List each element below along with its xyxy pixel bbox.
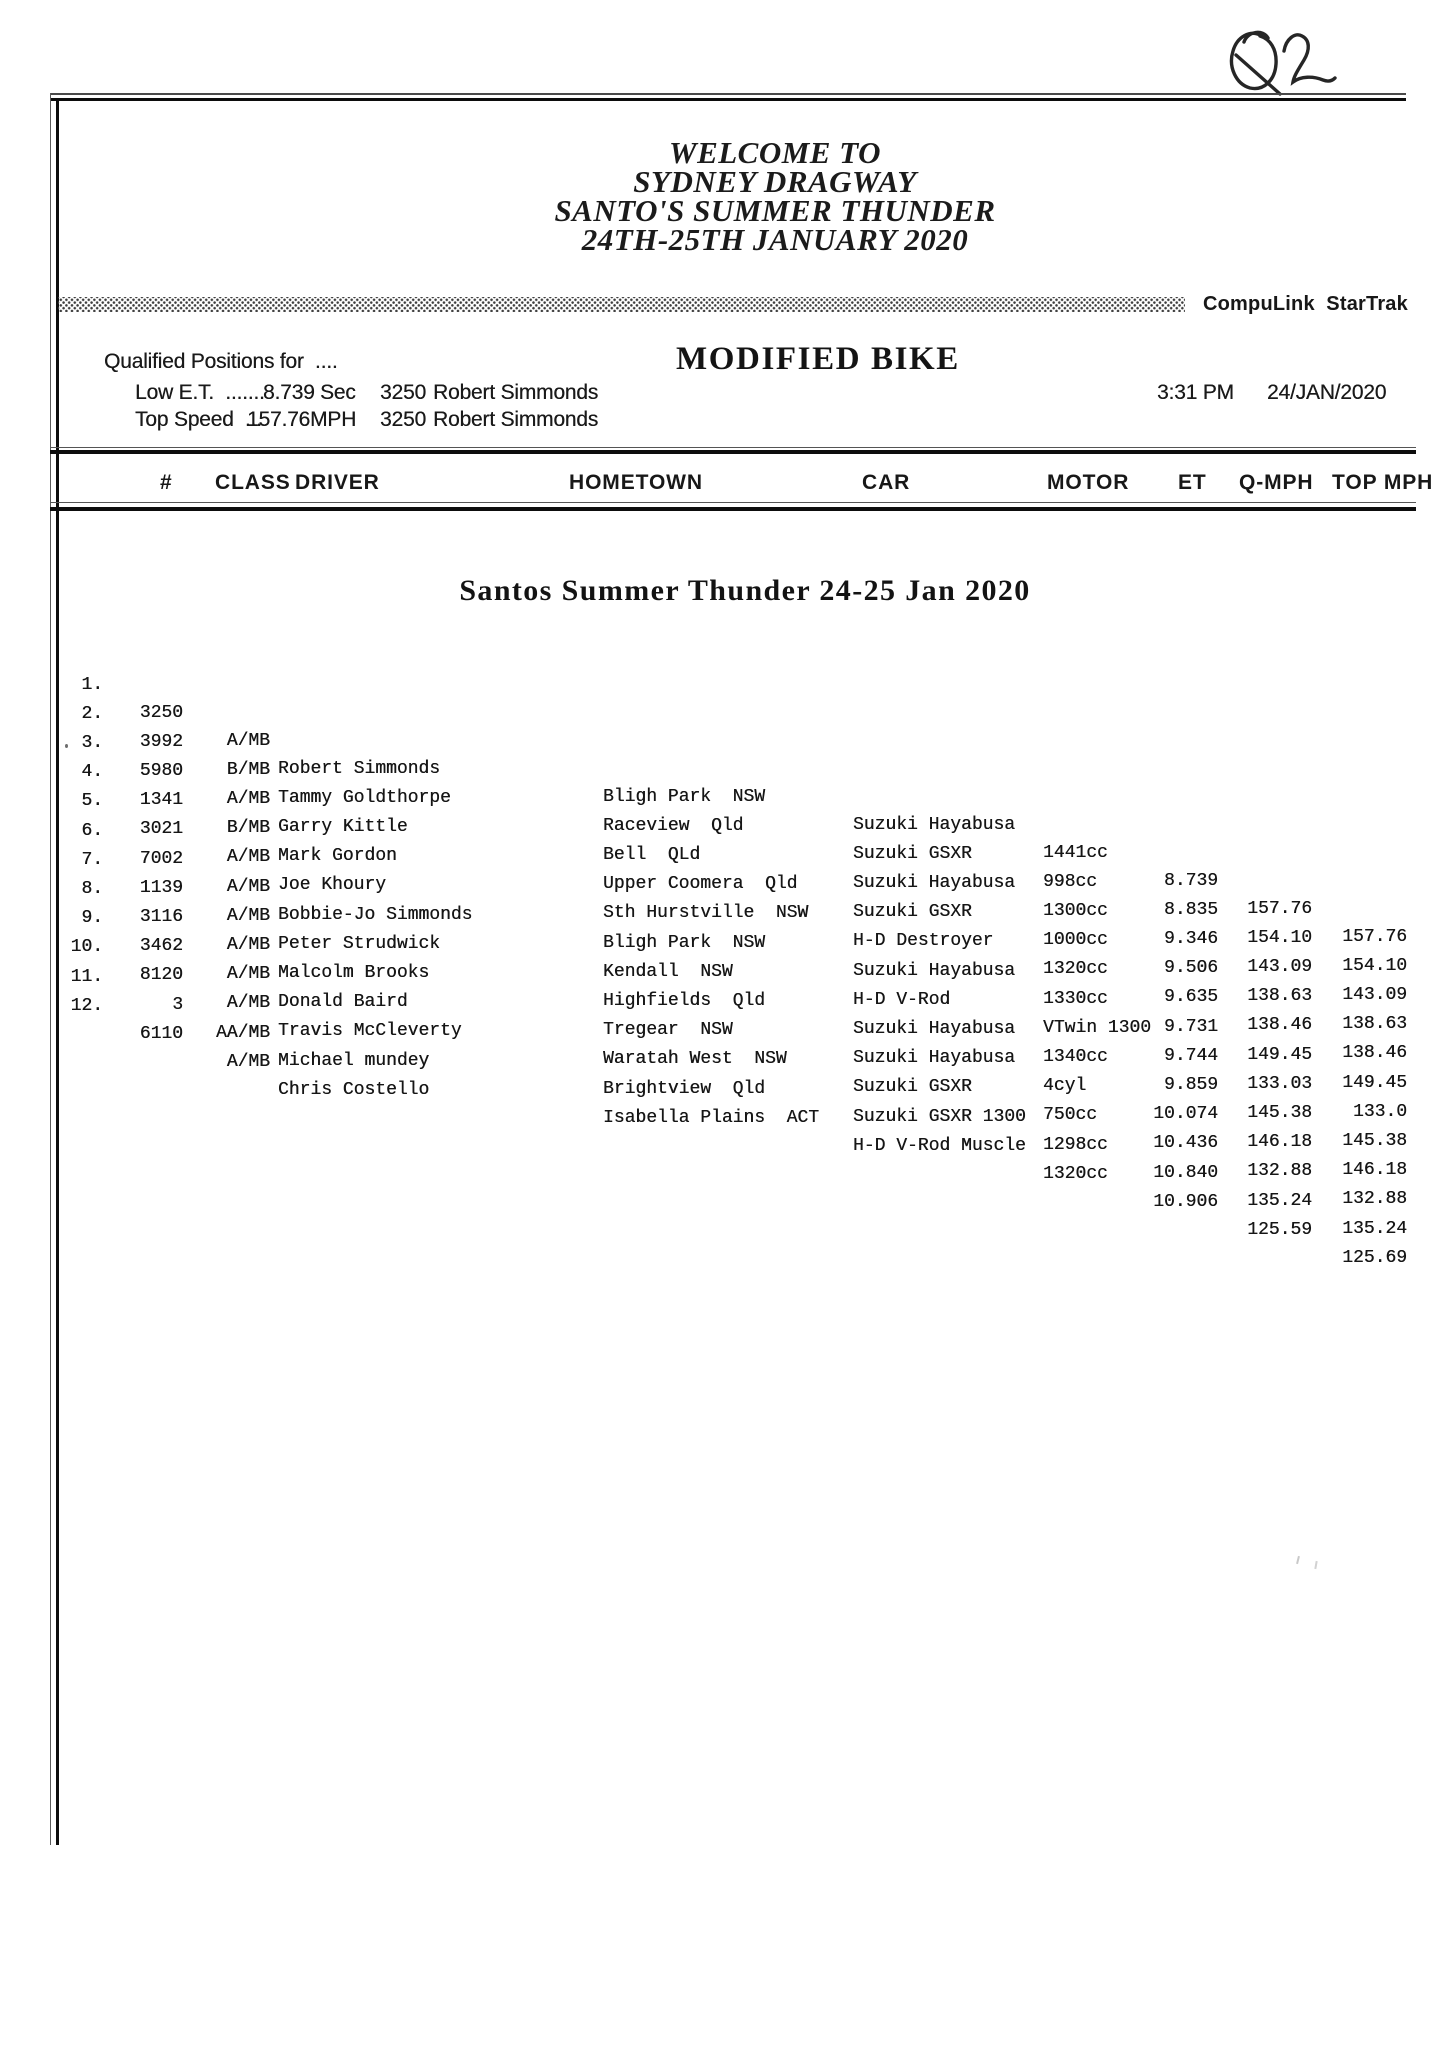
hometown-cell: Bligh Park NSW — [603, 932, 766, 953]
qmph-cell: 157.76 — [1247, 898, 1312, 919]
topmph-cell: 125.69 — [1342, 1247, 1407, 1268]
driver-cell: Chris Costello — [278, 1079, 430, 1100]
position-cell: 2. — [81, 703, 103, 724]
column-header-et: ET — [1178, 471, 1207, 494]
car-number-cell: 1341 — [139, 790, 183, 811]
low-et-label: Low E.T. ....... — [135, 381, 265, 404]
timing-system-brand: CompuLink StarTrak — [1203, 293, 1408, 315]
low-et-value: 8.739 — [263, 381, 315, 404]
low-et-driver: Robert Simmonds — [433, 381, 599, 404]
topmph-cell: 157.76 — [1342, 926, 1407, 947]
hometown-cell: Highfields Qld — [603, 990, 766, 1011]
topmph-cell: 135.24 — [1342, 1218, 1407, 1239]
qmph-cell: 125.59 — [1247, 1219, 1312, 1240]
qmph-cell: 138.63 — [1247, 986, 1312, 1007]
print-time: 3:31 PM — [1157, 381, 1234, 404]
qmph-cell: 149.45 — [1247, 1044, 1312, 1065]
class-cell: A/MB — [226, 788, 270, 809]
class-cell: A/MB — [226, 964, 270, 985]
topmph-cell: 146.18 — [1342, 1160, 1407, 1181]
et-cell: 9.744 — [1163, 1045, 1218, 1066]
hometown-cell: Bligh Park NSW — [603, 786, 766, 807]
driver-cell: Robert Simmonds — [278, 758, 441, 779]
position-cell: 3. — [81, 732, 103, 753]
car-cell: H-D V-Rod Muscle — [853, 1135, 1026, 1156]
driver-cell: Michael mundey — [278, 1050, 430, 1071]
position-cell: 9. — [81, 908, 103, 929]
et-cell: 10.074 — [1153, 1104, 1218, 1125]
qmph-cell: 135.24 — [1247, 1190, 1312, 1211]
car-number-cell: 1139 — [139, 877, 183, 898]
class-cell: A/MB — [226, 730, 270, 751]
hometown-cell: Tregear NSW — [603, 1020, 733, 1041]
topmph-cell: 149.45 — [1342, 1072, 1407, 1093]
column-header-car: CAR — [862, 471, 911, 494]
car-cell: Suzuki GSXR — [853, 1077, 972, 1098]
et-cell: 8.739 — [1163, 870, 1218, 891]
column-header-driver: DRIVER — [295, 471, 380, 494]
car-cell: Suzuki GSXR — [853, 902, 972, 923]
low-et-unit: Sec — [320, 381, 356, 404]
car-cell: Suzuki GSXR 1300 — [853, 1106, 1026, 1127]
topmph-cell: 138.46 — [1342, 1043, 1407, 1064]
position-cell: 12. — [70, 995, 103, 1016]
car-number-cell: 3250 — [139, 702, 183, 723]
class-cell: B/MB — [226, 818, 270, 839]
et-cell: 9.346 — [1163, 928, 1218, 949]
qmph-cell: 138.46 — [1247, 1015, 1312, 1036]
qmph-cell: 154.10 — [1247, 927, 1312, 948]
hometown-cell: Waratah West NSW — [603, 1049, 787, 1070]
class-cell: A/MB — [226, 847, 270, 868]
class-cell: AA/MB — [215, 1022, 270, 1043]
car-number-cell: 3021 — [139, 819, 183, 840]
topmph-cell: 145.38 — [1342, 1130, 1407, 1151]
driver-cell: Bobbie-Jo Simmonds — [278, 904, 473, 925]
topmph-cell: 138.63 — [1342, 1014, 1407, 1035]
et-cell: 9.731 — [1163, 1016, 1218, 1037]
qualified-positions-label: Qualified Positions for .... — [104, 350, 338, 373]
motor-cell: 1340cc — [1043, 1046, 1108, 1067]
driver-cell: Peter Strudwick — [278, 933, 441, 954]
position-cell: 11. — [70, 966, 103, 987]
motor-cell: 1000cc — [1043, 930, 1108, 951]
hometown-cell: Kendall NSW — [603, 961, 733, 982]
class-cell: B/MB — [226, 759, 270, 780]
qmph-cell: 146.18 — [1247, 1132, 1312, 1153]
motor-cell: 1320cc — [1043, 1163, 1108, 1184]
driver-cell: Tammy Goldthorpe — [278, 787, 451, 808]
car-number-cell: 5980 — [139, 760, 183, 781]
column-header-hometown: HOMETOWN — [569, 471, 703, 494]
car-cell: Suzuki Hayabusa — [853, 814, 1016, 835]
qmph-cell: 145.38 — [1247, 1102, 1312, 1123]
scan-artifact-mark — [1314, 1561, 1317, 1569]
motor-cell: VTwin 1300 — [1043, 1017, 1152, 1038]
low-et-car-number: 3250 — [380, 381, 426, 404]
et-cell: 9.635 — [1163, 987, 1218, 1008]
motor-cell: 1320cc — [1043, 959, 1108, 980]
car-number-cell: 3116 — [139, 906, 183, 927]
car-number-cell: 8120 — [139, 965, 183, 986]
column-header-class: CLASS — [215, 471, 291, 494]
qmph-cell: 132.88 — [1247, 1161, 1312, 1182]
driver-cell: Garry Kittle — [278, 816, 408, 837]
hometown-cell: Isabella Plains ACT — [603, 1107, 820, 1128]
motor-cell: 1441cc — [1043, 842, 1108, 863]
hometown-cell: Sth Hurstville NSW — [603, 903, 809, 924]
welcome-line-3: SANTO'S SUMMER THUNDER — [554, 193, 996, 228]
motor-cell: 998cc — [1043, 871, 1098, 892]
motor-cell: 1300cc — [1043, 900, 1108, 921]
driver-cell: Travis McCleverty — [278, 1021, 462, 1042]
column-header-motor: MOTOR — [1047, 471, 1130, 494]
class-cell: A/MB — [226, 934, 270, 955]
column-header-topmph: TOP MPH — [1332, 471, 1434, 494]
car-number-cell: 3 — [172, 994, 183, 1015]
driver-cell: Donald Baird — [278, 992, 408, 1013]
class-cell: A/MB — [226, 876, 270, 897]
position-cell: 8. — [81, 878, 103, 899]
hometown-cell: Raceview Qld — [603, 815, 744, 836]
car-cell: Suzuki Hayabusa — [853, 960, 1016, 981]
driver-cell: Mark Gordon — [278, 846, 397, 867]
qmph-cell: 133.03 — [1247, 1073, 1312, 1094]
topmph-cell: 143.09 — [1342, 984, 1407, 1005]
motor-cell: 4cyl — [1043, 1076, 1087, 1097]
car-number-cell: 7002 — [139, 848, 183, 869]
car-number-cell: 6110 — [139, 1023, 183, 1044]
hometown-cell: Upper Coomera Qld — [603, 874, 798, 895]
car-cell: H-D V-Rod — [853, 989, 951, 1010]
car-cell: Suzuki Hayabusa — [853, 872, 1016, 893]
category-title: MODIFIED BIKE — [676, 341, 960, 377]
position-cell: 1. — [81, 674, 103, 695]
top-speed-unit: MPH — [310, 408, 357, 431]
car-cell: Suzuki Hayabusa — [853, 1048, 1016, 1069]
et-cell: 9.859 — [1163, 1074, 1218, 1095]
car-cell: H-D Destroyer — [853, 931, 994, 952]
et-cell: 8.835 — [1163, 899, 1218, 920]
column-header-qmph: Q-MPH — [1239, 471, 1314, 494]
position-cell: 5. — [81, 791, 103, 812]
top-speed-car-number: 3250 — [380, 408, 426, 431]
position-cell: 4. — [81, 762, 103, 783]
qmph-cell: 143.09 — [1247, 956, 1312, 977]
topmph-cell: 133.0 — [1352, 1101, 1407, 1122]
topmph-cell: 154.10 — [1342, 955, 1407, 976]
car-number-cell: 3462 — [139, 936, 183, 957]
welcome-line-4: 24TH-25TH JANUARY 2020 — [581, 222, 969, 257]
top-speed-label: Top Speed ... — [135, 408, 262, 431]
driver-cell: Malcolm Brooks — [278, 962, 430, 983]
position-cell: 7. — [81, 849, 103, 870]
et-cell: 10.906 — [1153, 1191, 1218, 1212]
top-speed-value: 157.76 — [247, 408, 311, 431]
scan-artifact-mark — [1296, 1556, 1300, 1564]
car-number-cell: 3992 — [139, 731, 183, 752]
column-header-position: # — [160, 471, 173, 494]
welcome-line-2: SYDNEY DRAGWAY — [633, 164, 917, 199]
print-date: 24/JAN/2020 — [1267, 381, 1387, 404]
car-cell: Suzuki Hayabusa — [853, 1018, 1016, 1039]
hometown-cell: Brightview Qld — [603, 1078, 766, 1099]
et-cell: 9.506 — [1163, 958, 1218, 979]
top-speed-driver: Robert Simmonds — [433, 408, 599, 431]
scan-artifact-dot — [65, 744, 68, 748]
car-cell: Suzuki GSXR — [853, 843, 972, 864]
welcome-line-1: WELCOME TO — [669, 135, 881, 170]
class-cell: A/MB — [226, 1051, 270, 1072]
motor-cell: 1330cc — [1043, 988, 1108, 1009]
position-cell: 10. — [70, 937, 103, 958]
driver-cell: Joe Khoury — [278, 875, 387, 896]
class-cell: A/MB — [226, 993, 270, 1014]
topmph-cell: 132.88 — [1342, 1189, 1407, 1210]
et-cell: 10.436 — [1153, 1133, 1218, 1154]
event-title: Santos Summer Thunder 24-25 Jan 2020 — [459, 574, 1031, 607]
class-cell: A/MB — [226, 905, 270, 926]
position-cell: 6. — [81, 820, 103, 841]
motor-cell: 1298cc — [1043, 1134, 1108, 1155]
et-cell: 10.840 — [1153, 1162, 1218, 1183]
motor-cell: 750cc — [1043, 1105, 1098, 1126]
hometown-cell: Bell QLd — [603, 844, 701, 865]
